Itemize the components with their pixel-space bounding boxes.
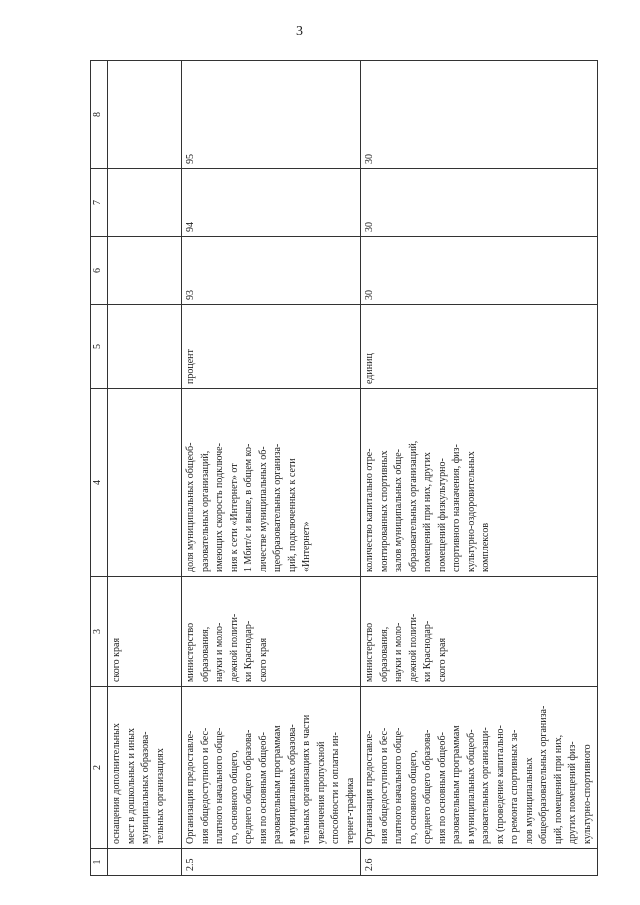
value-cell: 30 xyxy=(361,169,598,237)
unit-cell xyxy=(108,305,182,389)
measure-name-cell: оснащения дополнительных мест в дошкольных и иных муниципальных образова- тельных организациях xyxy=(108,687,182,849)
indicator-cell: количество капитально отре- монтированных спортивных залов муниципальных обще- образовательных организаций, помещений при них, других помещений физкультурно- спортивного назначения, физ- культурно-оздоровительных комплексов xyxy=(361,389,598,577)
header-cell: 8 xyxy=(91,61,108,169)
executor-cell: ского края xyxy=(108,577,182,687)
row-number-cell xyxy=(108,849,182,876)
row-number-cell: 2.5 xyxy=(182,849,361,876)
table-header-row xyxy=(91,61,108,876)
measure-name-cell: Организация предоставле- ния общедоступного и бес- платного начального обще- го, основного общего, среднего общего образова- ния по основным общеоб- разовательным программам в муниципальных общеоб- разовательных организаци- ях (проведение капитально- го ремонта спортивных за- лов муниципальных общеобразовательных организа- ций, помещений при них, других помещений физ- культурно-спортивного xyxy=(361,687,598,849)
table-row xyxy=(182,61,361,876)
header-cell: 4 xyxy=(91,389,108,577)
rotated-table-container xyxy=(90,61,595,876)
header-cell: 5 xyxy=(91,305,108,389)
value-cell xyxy=(108,169,182,237)
indicator-cell xyxy=(108,389,182,577)
unit-cell: процент xyxy=(182,305,361,389)
value-cell: 94 xyxy=(182,169,361,237)
measure-name-cell: Организация предоставле- ния общедоступного и бес- платного начального обще- го, основного общего, среднего общего образова- ния по основным общеоб- разовательным программам в муниципальных образова- тельных организациях в части увеличения пропускной способности и оплаты ин- тернет-трафика xyxy=(182,687,361,849)
value-cell: 93 xyxy=(182,237,361,305)
header-cell: 1 xyxy=(91,849,108,876)
table-row xyxy=(108,61,182,876)
header-cell: 7 xyxy=(91,169,108,237)
value-cell: 30 xyxy=(361,61,598,169)
table-row xyxy=(361,61,598,876)
value-cell: 30 xyxy=(361,237,598,305)
value-cell: 95 xyxy=(182,61,361,169)
row-number-cell: 2.6 xyxy=(361,849,598,876)
value-cell xyxy=(108,237,182,305)
executor-cell: министерство образования, науки и моло- дежной полити- ки Краснодар- ского края xyxy=(361,577,598,687)
value-cell xyxy=(108,61,182,169)
unit-cell: единиц xyxy=(361,305,598,389)
header-cell: 3 xyxy=(91,577,108,687)
header-cell: 6 xyxy=(91,237,108,305)
header-cell: 2 xyxy=(91,687,108,849)
indicator-table xyxy=(90,60,598,876)
page-number: 3 xyxy=(296,24,303,39)
indicator-cell: доля муниципальных общеоб- разовательных организаций, имеющих скорость подключе- ния к сети «Интернет» от 1 Мбит/с и выше, в общем ко- личестве муниципальных об- щеобразовательных организа- ций, подключенных к сети «Интернет» xyxy=(182,389,361,577)
executor-cell: министерство образования, науки и моло- дежной полити- ки Краснодар- ского края xyxy=(182,577,361,687)
